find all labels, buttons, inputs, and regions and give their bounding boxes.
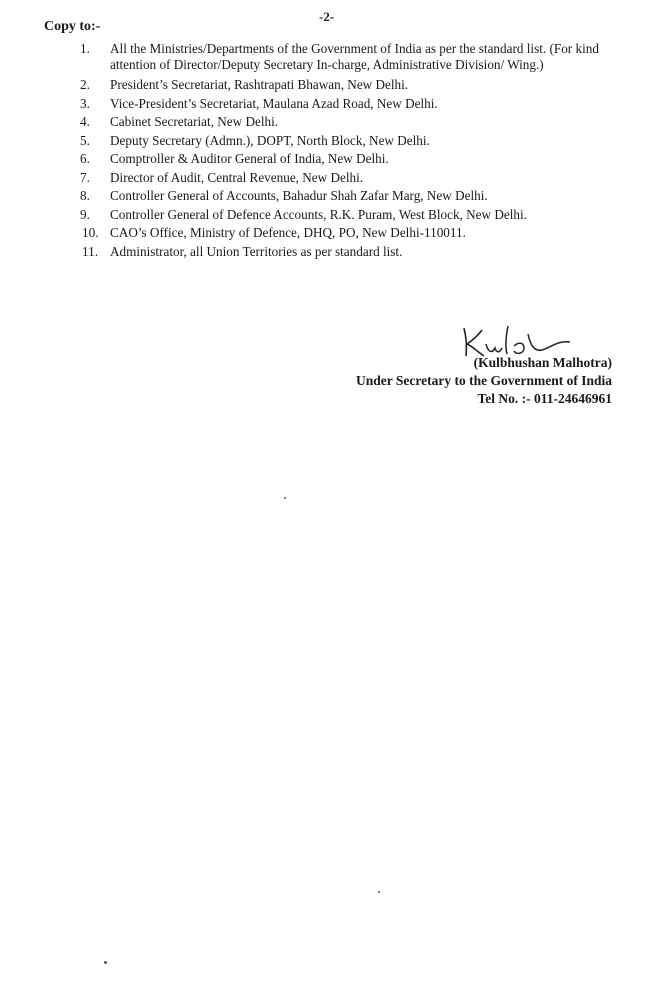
- item-text: Director of Audit, Central Revenue, New Delhi.: [110, 169, 364, 185]
- distribution-list: [80, 41, 640, 262]
- list-item: [80, 96, 640, 112]
- list-item: [80, 225, 640, 241]
- item-text: Administrator, all Union Territories as per standard list.: [110, 243, 403, 259]
- item-number: 4.: [80, 114, 90, 129]
- signatory-designation: Under Secretary to the Government of India: [356, 373, 612, 388]
- item-text: Cabinet Secretariat, New Delhi.: [110, 114, 279, 129]
- page-number: -2-: [319, 9, 335, 24]
- list-item: [80, 133, 640, 149]
- item-text: Vice-President’s Secretariat, Maulana Azad Road, New Delhi.: [110, 95, 438, 111]
- item-text: Controller General of Accounts, Bahadur Shah Zafar Marg, New Delhi.: [110, 188, 488, 203]
- item-text: President’s Secretariat, Rashtrapati Bhawan, New Delhi.: [110, 77, 409, 92]
- list-item: [80, 77, 640, 93]
- item-text: Comptroller & Auditor General of India, New Delhi.: [110, 151, 389, 166]
- item-text: Deputy Secretary (Admn.), DOPT, North Block, New Delhi.: [110, 132, 430, 148]
- signature-block: [356, 326, 612, 408]
- item-number: 8.: [80, 188, 90, 203]
- item-number: 2.: [80, 77, 90, 92]
- scan-speck: [104, 961, 107, 964]
- item-number: 11.: [82, 243, 98, 259]
- item-number: 1.: [80, 41, 90, 56]
- list-item: [80, 188, 640, 204]
- list-item: [80, 170, 640, 186]
- list-item: [80, 207, 640, 223]
- item-number: 10.: [82, 225, 99, 240]
- item-number: 7.: [80, 169, 90, 185]
- item-number: 6.: [80, 151, 90, 166]
- item-text: All the Ministries/Departments of the Government of India as per the standard list. (For kind attention of Director/Deputy Secretary In-charge, Administrative Division/ Wing.): [110, 41, 599, 72]
- list-item: [80, 41, 640, 72]
- item-number: 5.: [80, 132, 90, 148]
- scan-speck: [284, 497, 286, 499]
- scan-speck: [378, 891, 380, 893]
- list-item: [80, 244, 640, 260]
- item-number: 9.: [80, 206, 90, 222]
- copy-to-label: Copy to:-: [44, 19, 101, 34]
- list-item: [80, 114, 640, 130]
- signatory-name: (Kulbhushan Malhotra): [473, 355, 612, 370]
- list-item: [80, 151, 640, 167]
- signatory-telephone: Tel No. :- 011-24646961: [477, 391, 612, 406]
- item-text: CAO’s Office, Ministry of Defence, DHQ, PO, New Delhi-110011.: [110, 225, 466, 240]
- item-number: 3.: [80, 95, 90, 111]
- item-text: Controller General of Defence Accounts, R.K. Puram, West Block, New Delhi.: [110, 206, 527, 222]
